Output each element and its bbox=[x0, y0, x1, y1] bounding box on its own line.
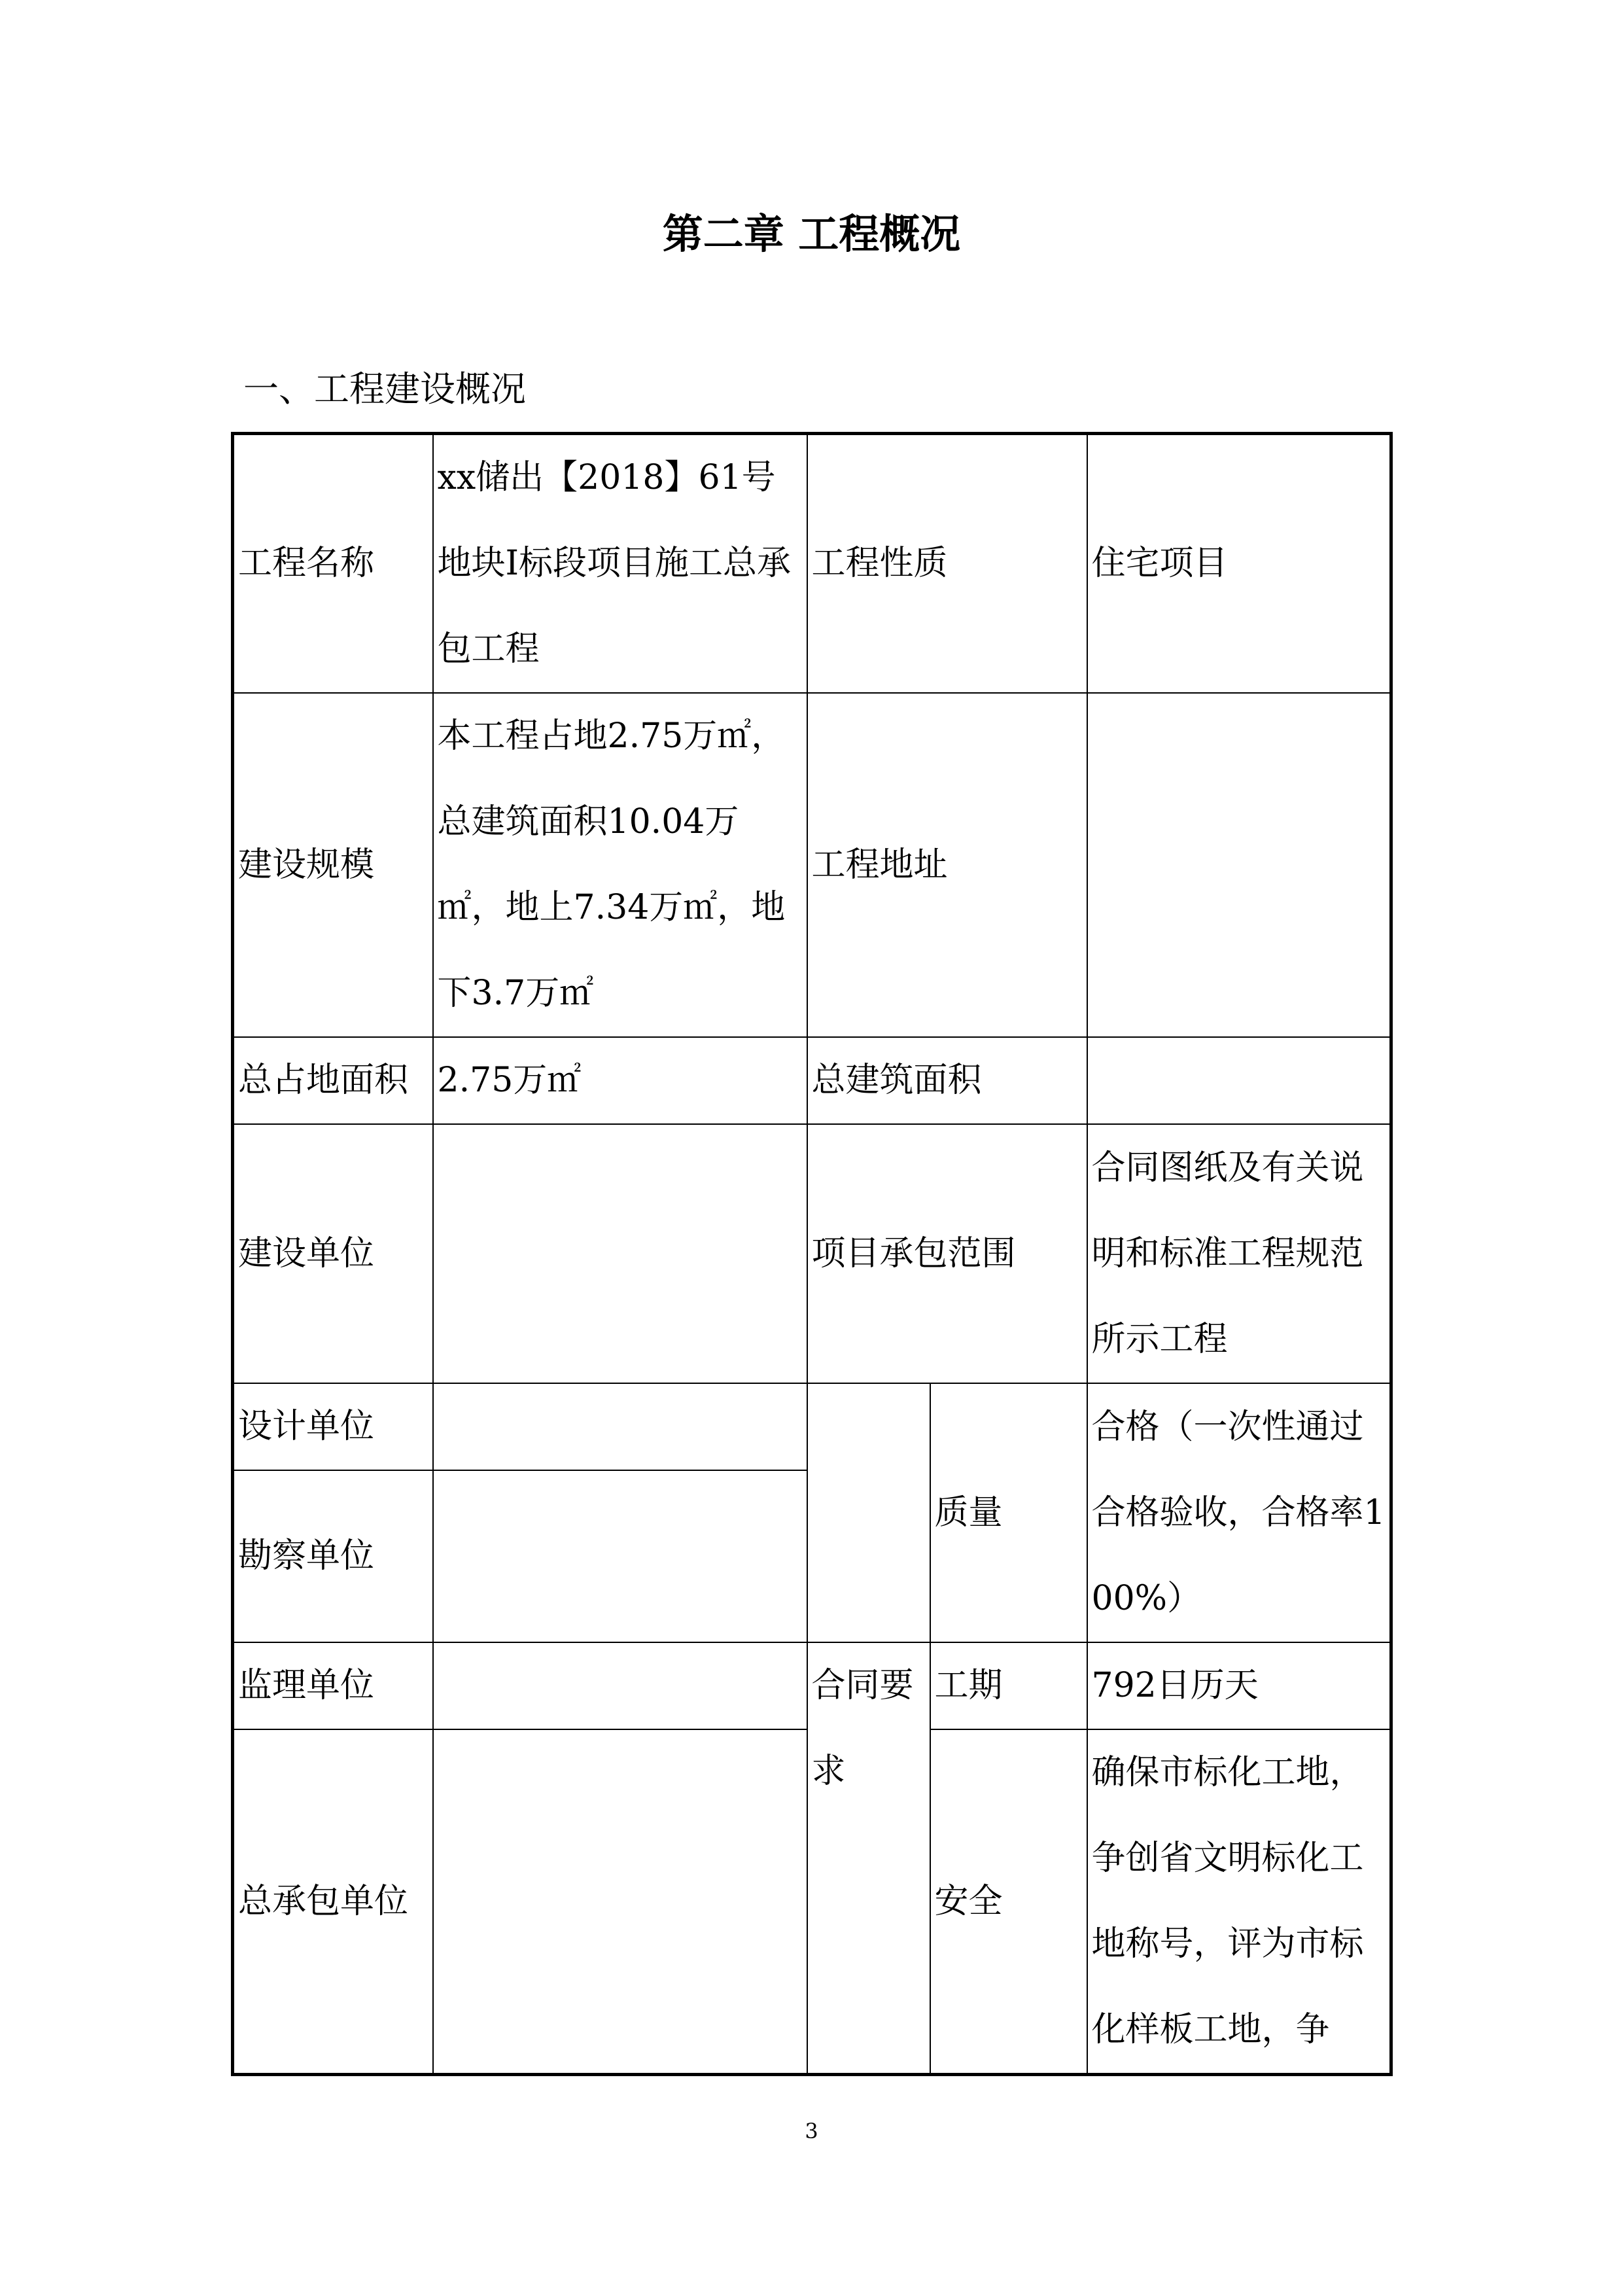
quality-value: 合格（一次性通过合格验收，合格率100%） bbox=[1087, 1383, 1391, 1642]
survey-unit-value bbox=[433, 1470, 807, 1642]
total-floor-area-value bbox=[1087, 1037, 1391, 1124]
project-nature-value: 住宅项目 bbox=[1087, 434, 1391, 694]
general-contractor-value bbox=[433, 1729, 807, 2075]
total-land-area-value: 2.75万㎡ bbox=[433, 1037, 807, 1124]
contract-scope-label: 项目承包范围 bbox=[807, 1124, 1087, 1383]
schedule-value: 792日历天 bbox=[1087, 1642, 1391, 1729]
table-row bbox=[233, 1124, 1391, 1383]
total-floor-area-label: 总建筑面积 bbox=[807, 1037, 1087, 1124]
design-unit-label: 设计单位 bbox=[233, 1383, 433, 1470]
table-row bbox=[233, 434, 1391, 694]
contract-scope-value: 合同图纸及有关说明和标准工程规范所示工程 bbox=[1087, 1124, 1391, 1383]
project-name-label: 工程名称 bbox=[233, 434, 433, 694]
table-row bbox=[233, 693, 1391, 1037]
construction-scale-value: 本工程占地2.75万㎡，总建筑面积10.04万㎡，地上7.34万㎡，地下3.7万㎡ bbox=[433, 693, 807, 1037]
table-row bbox=[233, 1642, 1391, 1729]
project-overview-table bbox=[231, 432, 1393, 2076]
quality-label: 质量 bbox=[930, 1383, 1087, 1642]
total-land-area-label: 总占地面积 bbox=[233, 1037, 433, 1124]
contract-requirements-label: 合同要求 bbox=[807, 1642, 930, 2075]
project-nature-label: 工程性质 bbox=[807, 434, 1087, 694]
design-unit-value bbox=[433, 1383, 807, 1470]
project-address-value bbox=[1087, 693, 1391, 1037]
owner-unit-value bbox=[433, 1124, 807, 1383]
table-row bbox=[233, 1383, 1391, 1470]
section-heading: 一、工程建设概况 bbox=[243, 368, 526, 410]
project-address-label: 工程地址 bbox=[807, 693, 1087, 1037]
construction-scale-label: 建设规模 bbox=[233, 693, 433, 1037]
table-row bbox=[233, 1037, 1391, 1124]
supervision-unit-value bbox=[433, 1642, 807, 1729]
schedule-label: 工期 bbox=[930, 1642, 1087, 1729]
chapter-title: 第二章 工程概况 bbox=[662, 210, 961, 258]
contract-blank-cell bbox=[807, 1383, 930, 1642]
owner-unit-label: 建设单位 bbox=[233, 1124, 433, 1383]
project-name-value: xx储出【2018】61号地块Ⅰ标段项目施工总承包工程 bbox=[433, 434, 807, 694]
safety-label: 安全 bbox=[930, 1729, 1087, 2075]
supervision-unit-label: 监理单位 bbox=[233, 1642, 433, 1729]
general-contractor-label: 总承包单位 bbox=[233, 1729, 433, 2075]
safety-value: 确保市标化工地，争创省文明标化工地称号，评为市标化样板工地，争 bbox=[1087, 1729, 1391, 2075]
survey-unit-label: 勘察单位 bbox=[233, 1470, 433, 1642]
page-number: 3 bbox=[805, 2119, 818, 2144]
